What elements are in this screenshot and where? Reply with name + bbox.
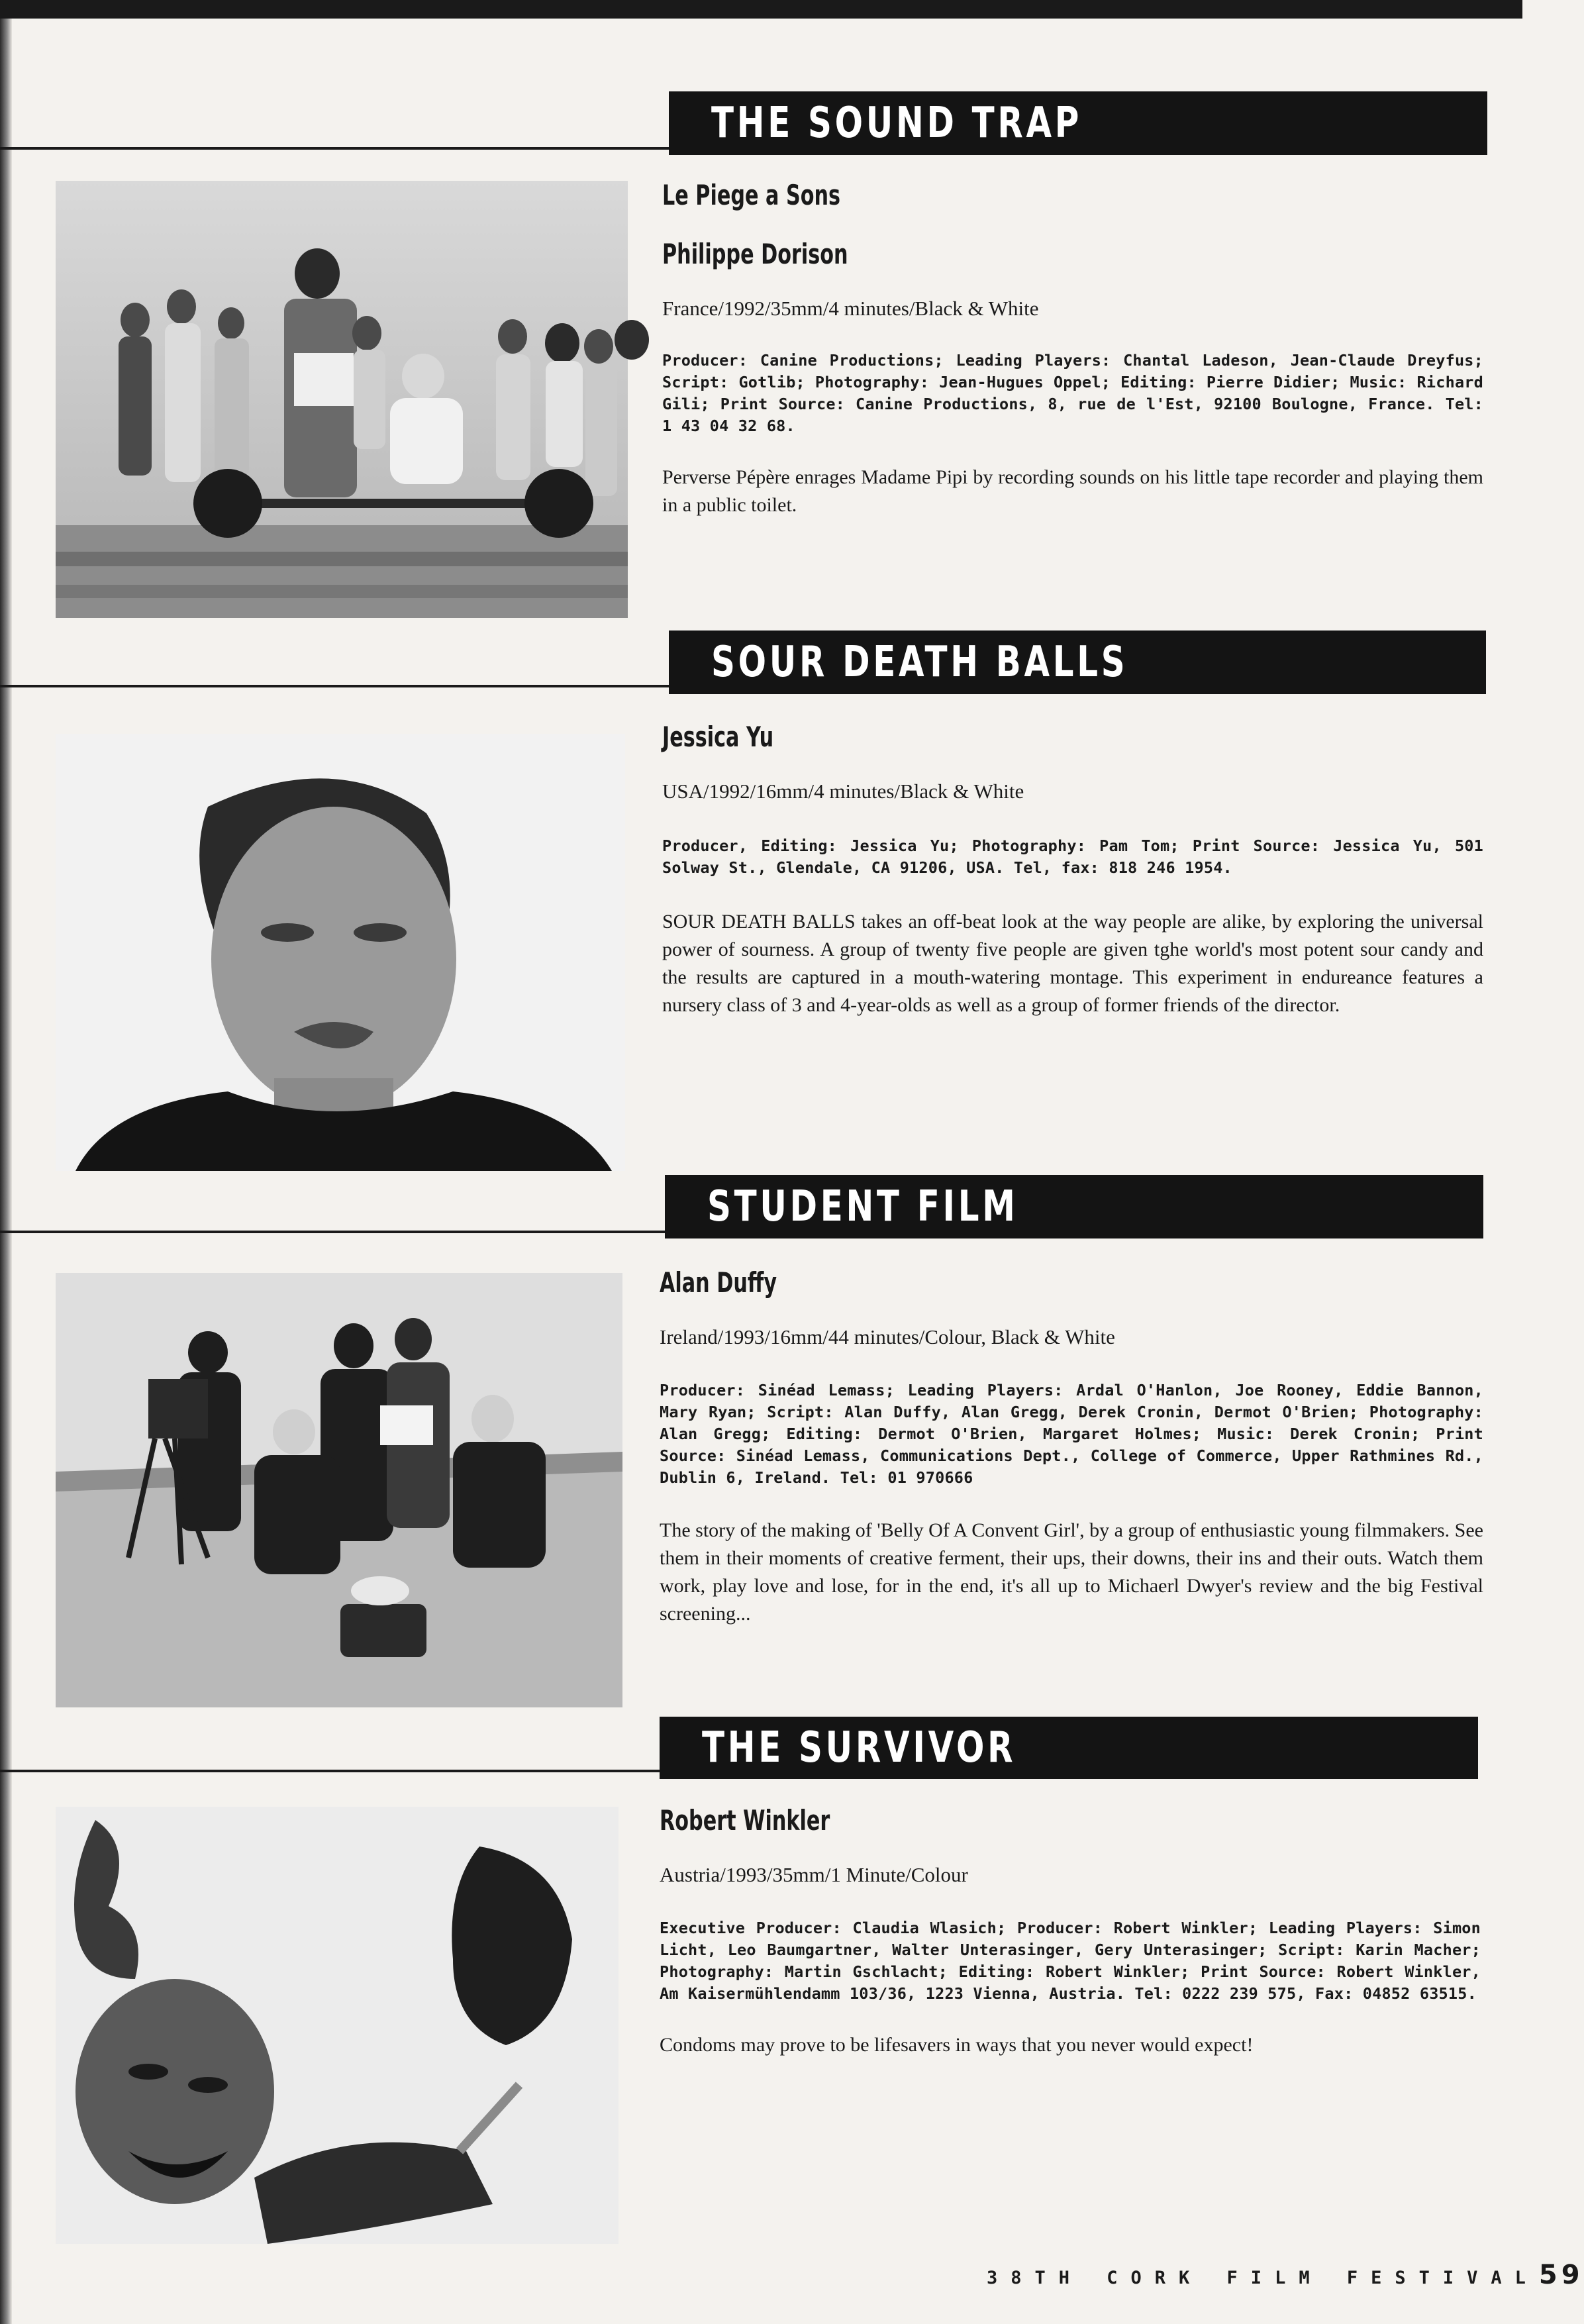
- film-still: [56, 1807, 619, 2244]
- film-still: [56, 181, 628, 618]
- entry-text: [660, 1261, 1483, 1628]
- entry-title: THE SOUND TRAP: [711, 99, 1083, 148]
- tech-specs: USA/1992/16mm/4 minutes/Black & White: [662, 780, 1024, 803]
- page-spine-shadow: [0, 19, 12, 2324]
- film-still-sound-trap: [56, 181, 628, 618]
- film-still-student-film: [56, 1273, 622, 1707]
- synopsis: SOUR DEATH BALLS takes an off-beat look at the way people are alike, by exploring the universal power of sourness. A group of twenty five people are given tghe world's most potent sour candy and the results are captured in a mouth-watering montage. This experiment in endureance features a nursery class of 3 and 4-year-olds as well as a group of former friends of the director.: [662, 911, 1483, 1016]
- entry-title: THE SURVIVOR: [702, 1723, 1016, 1772]
- director-name: [660, 1804, 1481, 1837]
- entry-title: STUDENT FILM: [707, 1182, 1018, 1231]
- entry-text: [662, 174, 1483, 519]
- tech-specs: Austria/1993/35mm/1 Minute/Colour: [660, 1863, 968, 1886]
- director-name: [662, 238, 1483, 270]
- tech-specs: France/1992/35mm/4 minutes/Black & White: [662, 297, 1039, 320]
- film-still: [56, 734, 625, 1171]
- section-rule: [0, 147, 669, 150]
- entry-title-bar: [669, 631, 1486, 694]
- director-name-text: Philippe Dorison: [662, 238, 848, 270]
- alt-title: [662, 179, 1483, 211]
- director-name-text: Jessica Yu: [662, 721, 774, 753]
- entry-title-bar: [669, 91, 1487, 155]
- section-rule: [0, 1231, 669, 1233]
- synopsis: Perverse Pépère enrages Madame Pipi by recording sounds on his little tape recorder and playing them in a public toilet.: [662, 466, 1483, 516]
- footer-festival: 38TH CORK FILM FESTIVAL: [987, 2268, 1539, 2288]
- film-still: [56, 1273, 622, 1707]
- alt-title-text: Le Piege a Sons: [662, 179, 841, 211]
- credits: Executive Producer: Claudia Wlasich; Producer: Robert Winkler; Leading Players: Simon Licht, Leo Baumgartner, Walter Unterasinger, Gery Unterasinger; Script: Karin Macher; Photography: Martin Gschlacht; Editing: Robert Winkler; Print Source: Robert Winkler, Am Kaisermühlendamm 103/36, 1223 Vienna, Austria. Tel: 0222 239 575, Fax: 04852 63515.: [660, 1919, 1481, 2003]
- entry-text: [660, 1799, 1481, 2059]
- director-name-text: Robert Winkler: [660, 1804, 830, 1837]
- credits: Producer: Sinéad Lemass; Leading Players: Ardal O'Hanlon, Joe Rooney, Eddie Bannon, Mary Ryan; Script: Alan Duffy, Alan Gregg, Derek Cronin, Dermot O'Brien; Photography: Alan Gregg; Editing: Dermot O'Brien, Margaret Holmes; Music: Derek Cronin; Print Source: Sinéad Lemass, Communications Dept., College of Commerce, Upper Rathmines Rd., Dublin 6, Ireland. Tel: 01 970666: [660, 1381, 1483, 1487]
- tech-specs: Ireland/1993/16mm/44 minutes/Colour, Black & White: [660, 1325, 1115, 1348]
- synopsis: Condoms may prove to be lifesavers in ways that you never would expect!: [660, 2034, 1254, 2056]
- credits: Producer, Editing: Jessica Yu; Photography: Pam Tom; Print Source: Jessica Yu, 501 Solway St., Glendale, CA 91206, USA. Tel, fax: 818 246 1954.: [662, 836, 1483, 877]
- director-name: [662, 721, 1483, 753]
- page-footer: [987, 2260, 1584, 2290]
- entry-title-bar: [660, 1717, 1478, 1779]
- scan-top-edge: [0, 0, 1522, 19]
- director-name: [660, 1266, 1483, 1299]
- entry-title-bar: [665, 1175, 1483, 1238]
- synopsis: The story of the making of 'Belly Of A Convent Girl', by a group of enthusiastic young filmmakers. See them in their moments of creative ferment, their ups, their downs, their ins and their outs. Watch them work, play love and lose, for in the end, it's all up to Michaerl Dwyer's review and the big Festival screening...: [660, 1519, 1483, 1625]
- section-rule: [0, 1770, 669, 1772]
- credits: Producer: Canine Productions; Leading Players: Chantal Ladeson, Jean-Claude Dreyfus; Script: Gotlib; Photography: Jean-Hugues Oppel; Editing: Pierre Didier; Music: Richard Gili; Print Source: Canine Productions, 8, rue de l'Est, 92100 Boulogne, France. Tel: 1 43 04 32 68.: [662, 351, 1483, 435]
- entry-title: SOUR DEATH BALLS: [711, 638, 1128, 687]
- director-name-text: Alan Duffy: [660, 1266, 777, 1299]
- film-still-the-survivor: [56, 1807, 619, 2244]
- section-rule: [0, 685, 669, 687]
- film-still-sour-death-balls: [56, 734, 625, 1171]
- page-number: 59: [1538, 2260, 1584, 2290]
- entry-text: [662, 715, 1483, 1019]
